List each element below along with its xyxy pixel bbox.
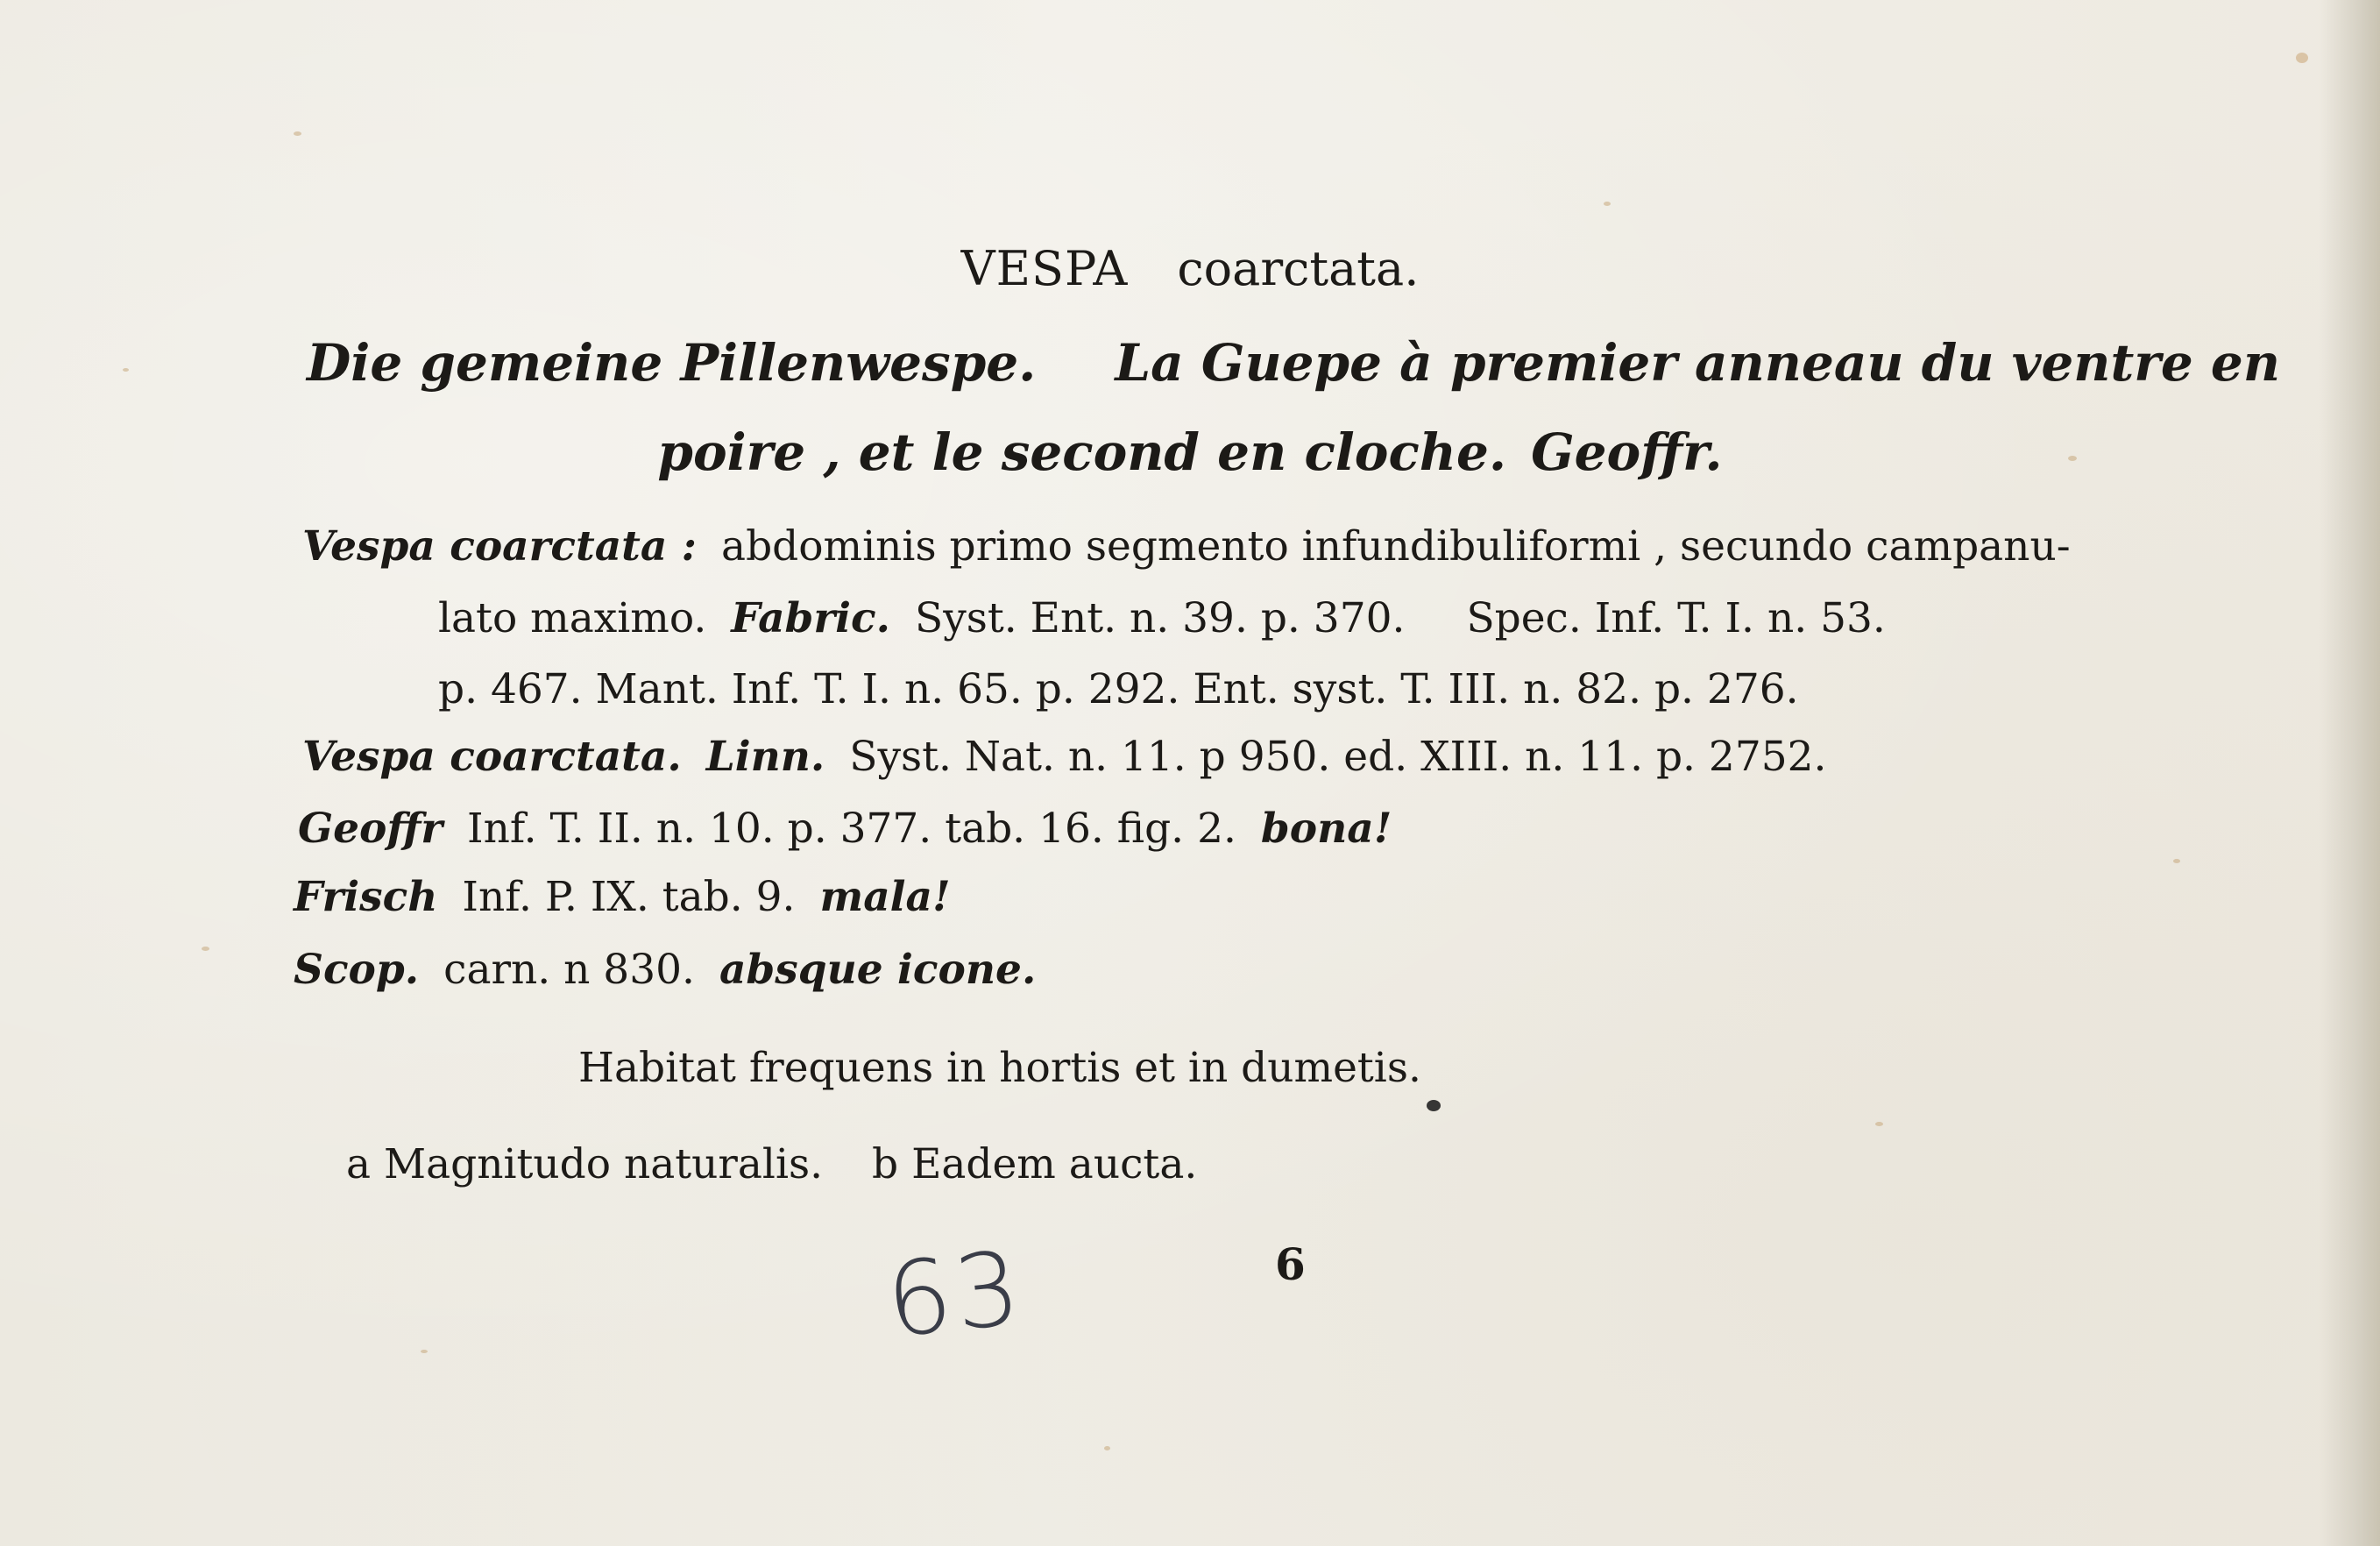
paper-fleck [123,368,129,372]
paper-fleck [202,947,209,951]
figure-a-caption: a Magnitudo naturalis. [346,1140,824,1188]
paper-fleck [421,1350,428,1353]
common-names-line-1 [307,333,2280,393]
synonym-entry-fabricius [302,522,2071,571]
french-name-source: Geoffr. [1531,422,1723,482]
page-title [0,241,2380,296]
synonym-name: Vespa coarctata : [302,522,698,571]
paper-fleck [1875,1122,1883,1126]
citation-reference: Inf. T. II. n. 10. p. 377. tab. 16. fig. 2. [467,805,1236,853]
habitat-note: Habitat frequens in hortis et in dumetis. [578,1044,1421,1092]
title-genus: VESPA [960,241,1129,296]
citation-author: Fabric. [731,594,890,642]
synonym-continuation-2 [438,665,1799,713]
german-name: Die gemeine Pillenwespe. [307,333,1037,393]
citation-note: mala! [819,873,951,921]
citation-note: bona! [1260,805,1392,853]
synonym-name: Vespa coarctata. [302,733,682,781]
synonym-entry-linnaeus [302,733,1827,781]
synonym-description: abdominis primo segmento infundibuliformi , secundo campanu- [721,522,2071,571]
citation-reference: Syst. Ent. n. 39. p. 370. [915,594,1406,642]
french-name-part-2: poire , et le second en cloche. [657,422,1507,482]
citation-author: Geoffr [298,805,443,853]
citation-reference: Inf. P. IX. tab. 9. [462,873,796,921]
paper-fleck [2296,53,2308,63]
citation-author: Frisch [294,873,438,921]
handwritten-number: 63 [881,1229,1030,1361]
ink-spot [1427,1100,1441,1111]
french-name-part-1: La Guepe à premier anneau du ventre en [1115,333,2280,393]
synonym-entry-geoffroy [298,805,1392,853]
citation-reference: p. 467. Mant. Inf. T. I. n. 65. p. 292. Ent. syst. T. III. n. 82. p. 276. [438,665,1799,713]
page-number: 6 [1275,1238,1306,1290]
synonym-continuation-1 [438,594,1886,642]
synonym-description-end: lato maximo. [438,594,707,642]
citation-reference: carn. n 830. [443,946,695,994]
paper-fleck [1604,202,1611,206]
paper-fleck [294,131,301,136]
synonym-entry-frisch [294,873,951,921]
synonym-entry-scopoli [294,946,1037,994]
citation-author: Linn. [705,733,825,781]
citation-reference: Spec. Inf. T. I. n. 53. [1466,594,1886,642]
figure-legend [346,1140,1198,1188]
paper-fleck [2173,859,2180,863]
page-edge-shadow [2319,0,2380,1546]
title-species: coarctata. [1177,241,1420,296]
citation-reference: Syst. Nat. n. 11. p 950. ed. XIII. n. 11. p. 2752. [849,733,1827,781]
citation-note: absque icone. [719,946,1037,994]
citation-author: Scop. [294,946,420,994]
common-names-line-2 [0,422,2380,482]
figure-b-caption: b Eadem aucta. [872,1140,1198,1188]
paper-fleck [1104,1446,1110,1450]
